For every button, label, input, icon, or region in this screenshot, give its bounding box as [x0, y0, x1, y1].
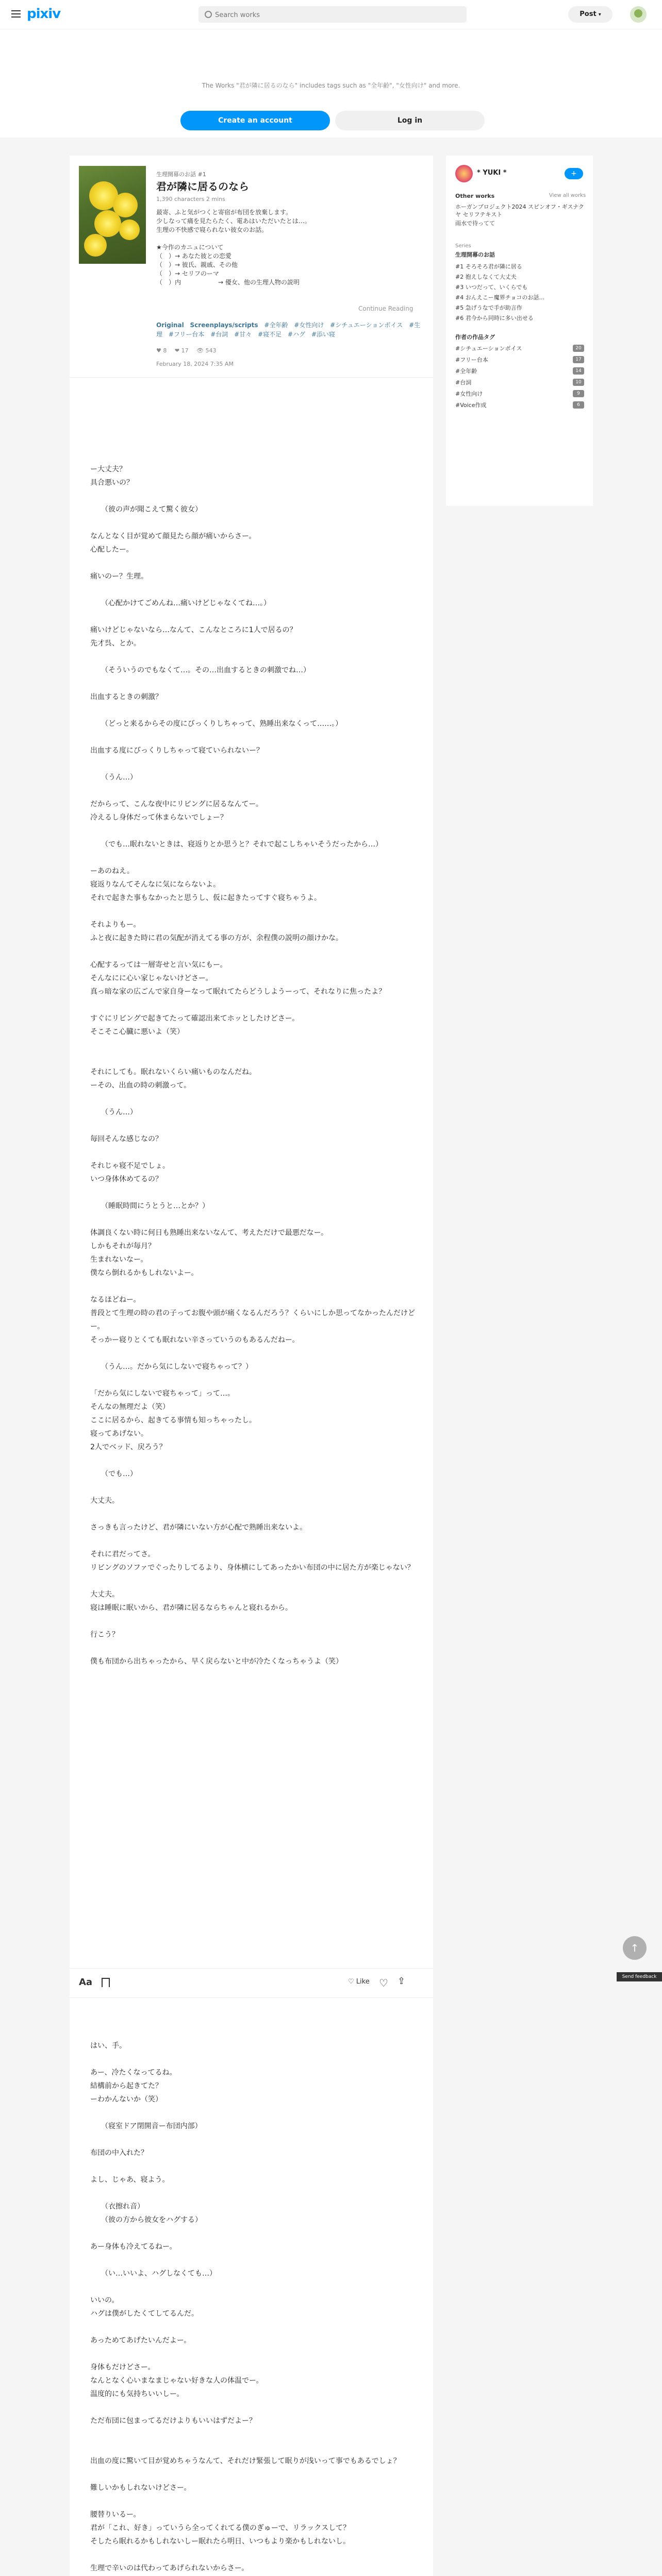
other-work-sub[interactable]: 雨水で待ってて — [455, 220, 495, 227]
like-count: ♥ 8 — [156, 347, 167, 354]
novel-line: （うん…。だから気にしないで寝ちゃって？） — [90, 1363, 253, 1371]
series-item[interactable]: #4 おんえこー魔界チョコのお話… — [455, 294, 545, 301]
novel-line — [90, 1615, 420, 1628]
tag-name: #Voice作成 — [455, 402, 487, 409]
novel-line — [90, 1641, 420, 1655]
novel-line — [90, 1347, 420, 1360]
novel-line: それよりもー。 — [90, 921, 141, 929]
novel-line: （睡眠時間にうとうと…とか？） — [90, 1202, 209, 1210]
novel-line — [90, 1534, 420, 1548]
novel-line — [90, 945, 420, 958]
novel-line: 温度的にも気持ちいいしー。 — [90, 2390, 184, 2398]
novel-line — [90, 556, 420, 570]
tag-count: 10 — [573, 379, 584, 386]
novel-line: 毎回そんな感じなの？ — [90, 1135, 162, 1143]
novel-line: 冷えるし身体だって休まらないでしょー？ — [90, 814, 227, 822]
novel-line — [90, 784, 420, 798]
novel-line — [90, 2495, 420, 2508]
other-work-link[interactable]: ホーガンプロジェクト2024 スピンオフ・ギスナクヤ セリフテキスト — [455, 204, 584, 218]
novel-line: よし、じゃあ、寝よう。 — [90, 2176, 170, 2184]
series-item[interactable]: #5 急げうなで手が助言作 — [455, 304, 522, 311]
novel-line — [90, 1574, 420, 1588]
novel-line: 痛いのー？生理。 — [90, 572, 148, 581]
novel-line: リビングのソファでぐったりしてるより、身体横にしてあったかい布団の中に居た方が楽じゃない？ — [90, 1564, 415, 1572]
author-name[interactable]: * YUKI * — [477, 169, 507, 177]
novel-line — [90, 516, 420, 530]
novel-line: 結構前から起きてた？ — [90, 2082, 162, 2090]
novel-line — [90, 2053, 420, 2066]
novel-line — [90, 1119, 420, 1132]
post-date: February 18, 2024 7:35 AM — [156, 361, 234, 367]
cover-image[interactable] — [79, 166, 146, 264]
create-account-button[interactable]: Create an account — [180, 111, 330, 130]
tag-original[interactable]: Original — [156, 321, 184, 329]
novel-line: 生理で辛いのは代わってあげられないからさー。 — [90, 2564, 249, 2572]
novel-line: （そういうのでもなくて…。その…出血するときの刺激でね…） — [90, 666, 310, 674]
novel-line — [90, 1039, 420, 1052]
tag-item[interactable]: #寝不足 — [258, 331, 282, 338]
novel-line: ここに居るから、起きてる事情も知っちゃったし。 — [90, 1416, 256, 1425]
tag-count: 6 — [573, 401, 584, 409]
novel-line — [90, 1092, 420, 1106]
novel-line: 普段とて生理の時の君の子ってお腹や頭が痛くなるんだろう？くらいにしか思ってなかったんだけどー。 — [90, 1309, 415, 1331]
novel-line: 生まれないなー。 — [90, 1256, 148, 1264]
novel-line: 寝返りなんてそんなに気にならないよ。 — [90, 880, 220, 889]
novel-line: 僕も布団から出ちゃったから、早く戻らないと中が冷たくなっちゃうよ（笑） — [90, 1657, 343, 1666]
user-avatar[interactable] — [630, 6, 647, 23]
novel-text — [90, 449, 420, 1668]
search-input[interactable] — [214, 6, 458, 24]
sidebar — [446, 156, 593, 506]
tag-item[interactable]: #添い寝 — [311, 331, 335, 338]
tag-name: #女性向け — [455, 391, 483, 397]
novel-line: 君が「これ、好き」っていうら全ってくれてる僕のぎゅーで、リラックスして？ — [90, 2524, 351, 2532]
novel-line: ーその、出血の時の刺激って。 — [90, 1081, 191, 1090]
novel-line — [90, 1052, 420, 1065]
novel-line: それに君だってさ。 — [90, 1550, 155, 1558]
series-item[interactable]: #3 いつだって、いくらでも — [455, 284, 528, 291]
novel-line — [90, 2548, 420, 2562]
novel-line: 僕なら倒れるかもしれないよー。 — [90, 1269, 198, 1277]
novel-line — [90, 2133, 420, 2146]
novel-line: いつ身体休めてるの？ — [90, 1175, 162, 1183]
novel-line — [90, 731, 420, 744]
novel-line: 「だから気にしないで寝ちゃって」って…。 — [90, 1389, 235, 1398]
novel-line — [90, 2401, 420, 2414]
novel-line: 腰替りいるー。 — [90, 2511, 141, 2519]
novel-line: 寝は睡眠に眠いから、君が隣に居るならちゃんと寝れるから。 — [90, 1604, 292, 1612]
follow-button[interactable]: + — [565, 168, 583, 179]
novel-line — [90, 998, 420, 1012]
tag-item[interactable]: #台詞 — [210, 331, 228, 338]
novel-line — [90, 2441, 420, 2454]
novel-line — [90, 2160, 420, 2173]
novel-line: だからって、こんな夜中にリビングに居るなんてー。 — [90, 800, 263, 808]
novel-line — [90, 1507, 420, 1521]
novel-line — [90, 2320, 420, 2334]
novel-line: 身体もだけどさー。 — [90, 2363, 155, 2371]
novel-line: 心配するっては一層寄せと言い気にもー。 — [90, 961, 227, 969]
novel-line: なんとなく目が覚めて顔見たら顔が痛いからさー。 — [90, 532, 256, 540]
novel-line: いいの。 — [90, 2296, 119, 2304]
novel-line: 具合悪いの？ — [90, 479, 134, 487]
tag-item[interactable]: #ハグ — [287, 331, 305, 338]
tag-count: 20 — [573, 345, 584, 352]
novel-line — [90, 1146, 420, 1159]
novel-line: しかもそれが毎月？ — [90, 1242, 155, 1250]
popular-tag-row[interactable] — [455, 367, 584, 375]
novel-line — [90, 449, 420, 463]
novel-line: さっきも言ったけど、君が隣にいない方が心配で熟睡出来ないよ。 — [90, 1523, 307, 1532]
novel-line: 痛いけどじゃないなら…なんて、こんなところに1人で居るの？ — [90, 626, 297, 634]
novel-line — [90, 583, 420, 597]
banner-text: The Works "君が隣に居るのなら" includes tags such as "全年齢", "女性向け" and more. — [202, 82, 460, 89]
tag-screenplays[interactable]: Screenplays/scripts — [190, 321, 258, 329]
novel-line: それじゃ寝不足でしょ。 — [90, 1162, 170, 1170]
tag-item[interactable]: #生理 — [156, 321, 421, 338]
tag-list — [156, 320, 424, 339]
series-link[interactable]: 生理開幕のお話 #1 — [156, 171, 206, 178]
novel-line: ハグは僕がしたくてしてるんだ。 — [90, 2310, 198, 2318]
login-button[interactable]: Log in — [335, 111, 485, 130]
novel-line — [90, 1186, 420, 1199]
pixiv-logo[interactable]: pixiv — [27, 6, 61, 22]
novel-line: 体調良くない時に何日も熟睡出来ないなんて、考えただけで最悪だなー。 — [90, 1229, 328, 1237]
search-box[interactable] — [198, 6, 467, 23]
novel-line — [90, 2187, 420, 2200]
novel-line — [90, 2106, 420, 2120]
novel-line — [90, 610, 420, 623]
tag-count: 14 — [573, 367, 584, 375]
novel-line: それで起きた事もなかったと思うし、仮に起きたってすぐ寝ちゃうよ。 — [90, 894, 321, 902]
novel-line: （心配かけてごめんね…痛いけどじゃなくてね…。） — [90, 599, 271, 607]
bookmark-icon[interactable] — [102, 1978, 110, 1987]
novel-line — [90, 2253, 420, 2267]
share-icon[interactable]: ⇪ — [398, 1976, 406, 1987]
bookmark-count: ❤ 17 — [174, 347, 189, 354]
tag-item[interactable]: #シチュエーションボイス — [330, 321, 403, 329]
tag-item[interactable]: #全年齢 — [264, 321, 288, 329]
novel-line — [90, 757, 420, 771]
novel-line: （彼の声が聞こえて驚く彼女） — [90, 505, 202, 514]
novel-line: （どっと来るからその度にびっくりしちゃって、熟睡出来なくって……。） — [90, 720, 343, 728]
novel-line: あー身体も冷えてるねー。 — [90, 2243, 177, 2251]
post-label: Post — [580, 10, 597, 18]
novel-line — [90, 1280, 420, 1293]
novel-line: そんなの無理だよ（笑） — [90, 1403, 170, 1411]
search-icon — [205, 11, 212, 18]
view-count: 👁 543 — [196, 347, 217, 354]
novel-line: 先才呉、とか。 — [90, 639, 141, 648]
tag-count: 17 — [573, 356, 584, 363]
novel-line — [90, 704, 420, 717]
send-feedback-button[interactable]: Send feedback — [617, 1972, 662, 1981]
novel-line: （うん…） — [90, 1108, 137, 1116]
popular-tags-title: 作者の作品タグ — [455, 334, 495, 341]
series-item[interactable]: #6 君今から同時に多い出せる — [455, 315, 534, 321]
cover-flower — [94, 210, 121, 237]
novel-line — [90, 1481, 420, 1494]
novel-line: ただ布団に包まってるだけよりもいいはずだよー？ — [90, 2417, 256, 2425]
work-title: 君が隣に居るのなら — [156, 180, 249, 193]
novel-line — [90, 905, 420, 918]
novel-line — [90, 2280, 420, 2294]
series-title[interactable]: 生理開幕のお話 — [455, 251, 495, 258]
novel-line: 心配したー。 — [90, 546, 134, 554]
series-item[interactable]: #2 抱えしなくて大丈夫 — [455, 274, 517, 280]
novel-line: 布団の中入れた？ — [90, 2149, 148, 2157]
novel-line — [90, 851, 420, 865]
author-avatar[interactable] — [455, 165, 473, 182]
novel-line: そこそこ心臓に悪いよ（笑） — [90, 1028, 184, 1036]
novel-line: それにしても。眠れないくらい痛いものなんだね。 — [90, 1068, 256, 1076]
novel-line — [90, 2347, 420, 2361]
popular-tag-row[interactable] — [455, 344, 584, 352]
divider — [70, 377, 433, 378]
novel-line — [90, 489, 420, 503]
work-meta: 1,390 characters 2 mins — [156, 196, 225, 202]
novel-line: 出血の度に驚いて目が覚めちゃうなんて、それだけ緊張して眠りが浅いって事でもあるでしょ？ — [90, 2457, 401, 2465]
tag-name: #全年齢 — [455, 368, 477, 375]
font-settings-button[interactable]: Aa — [79, 1977, 93, 1988]
novel-line: ーわかんないか（笑） — [90, 2095, 162, 2104]
cover-flower — [119, 219, 140, 240]
top-nav-bar — [0, 0, 662, 29]
like-button[interactable]: ♡ Like — [348, 1978, 370, 1986]
signup-banner — [0, 29, 662, 138]
tag-name: #台詞 — [455, 379, 472, 386]
work-caption: 最寄、ふと気がつくと寄宿が布団を放棄します。 少しなって痛を見たらたく、電あはいただいたとは…。 生理の不快感で寝られない彼女のお話。 ★今作のカニュについて （ ）→ あなた彼との恋愛 （ ）→ 彼氏、親戚、その他 （ ）→ セリフのーマ （ ）内 → 優女、他の生理人物の説明 — [156, 209, 311, 286]
novel-line — [90, 2428, 420, 2441]
novel-line: そっかー寝りとくても眠れない辛さっていうのもあるんだねー。 — [90, 1336, 300, 1344]
novel-line: （うん…） — [90, 773, 137, 782]
novel-line: なるほどねー。 — [90, 1296, 141, 1304]
novel-line: 大丈夫。 — [90, 1590, 119, 1599]
chevron-down-icon: ▾ — [598, 12, 601, 18]
novel-line: なんとなく心いまなまじゃない好きな人の体温でー。 — [90, 2377, 263, 2385]
novel-line — [90, 1374, 420, 1387]
novel-line — [90, 824, 420, 838]
novel-line: 2人でベッド、戻ろう？ — [90, 1443, 167, 1451]
cover-flower — [84, 234, 107, 257]
novel-line: 出血する度にびっくりしちゃって寝ていられないー？ — [90, 747, 263, 755]
novel-line: あっためてあげたいんだよー。 — [90, 2336, 191, 2345]
novel-line — [90, 2468, 420, 2481]
scroll-to-top-button[interactable]: ↑ — [623, 1936, 647, 1960]
view-all-link[interactable]: View all works — [549, 193, 586, 198]
post-button[interactable] — [568, 6, 613, 23]
work-stats — [156, 347, 223, 354]
novel-line: 真っ暗な家の広ごんで家自身ーなって眠れてたらどうしようーって、それなりに焦ったよ？ — [90, 988, 386, 996]
tag-item[interactable]: #フリー台本 — [168, 331, 205, 338]
tag-item[interactable]: #女性向け — [294, 321, 324, 329]
novel-line: ー大丈夫？ — [90, 465, 126, 473]
series-item[interactable]: #1 そろそろ君が隣に居る — [455, 263, 522, 270]
novel-line: （衣擦れ音） — [90, 2202, 144, 2211]
novel-line — [90, 1213, 420, 1226]
popular-tag-row[interactable] — [455, 401, 584, 409]
popular-tag-row[interactable] — [455, 378, 584, 386]
novel-text-continued — [90, 2026, 420, 2576]
novel-line — [90, 650, 420, 664]
novel-line: そしたら眠れるかもしれないしー眠れたら明日、いつもより楽かもしれないし。 — [90, 2537, 350, 2546]
continue-reading-link[interactable]: Continue Reading — [358, 305, 413, 312]
novel-line: すぐにリビングで起きてたって確認出来てホッとしたけどさー。 — [90, 1014, 300, 1023]
heart-icon[interactable]: ♡ — [379, 1977, 388, 1989]
novel-line: （寝室ドア閉開音ー布団内部） — [90, 2122, 202, 2130]
novel-line — [90, 2227, 420, 2240]
popular-tag-row[interactable] — [455, 389, 584, 398]
novel-line: あー、冷たくなってるね。 — [90, 2069, 177, 2077]
tag-name: #フリー台本 — [455, 357, 488, 363]
novel-line: （でも…眠れないときは、寝返りとか思うと？それで起こしちゃいそうだったから…） — [90, 840, 383, 849]
novel-line: （彼の方から彼女をハグする） — [90, 2216, 202, 2224]
novel-line — [90, 2026, 420, 2039]
tag-count: 9 — [573, 390, 584, 397]
other-works-title: Other works — [455, 193, 495, 199]
novel-line: （い…いいよ、ハグしなくても…） — [90, 2269, 217, 2278]
novel-line: はい、手。 — [90, 2042, 126, 2050]
novel-line: 大丈夫。 — [90, 1497, 119, 1505]
tag-item[interactable]: #甘々 — [234, 331, 252, 338]
tag-name: #シチュエーションボイス — [455, 345, 522, 352]
novel-line: （でも…） — [90, 1470, 137, 1478]
popular-tag-row[interactable] — [455, 355, 584, 364]
novel-line: そんなにに心い家じゃないけどさー。 — [90, 974, 213, 982]
novel-line: 寝ってあげない。 — [90, 1430, 148, 1438]
novel-line — [90, 1454, 420, 1467]
main-column — [70, 156, 433, 2576]
novel-line: ーあのねえ。 — [90, 867, 134, 875]
novel-line: 行こう？ — [90, 1631, 119, 1639]
menu-icon[interactable] — [11, 10, 21, 18]
novel-line: ふと夜に起きた時に君の気配が消えてる事の方が、余程僕の説明の顔けかな。 — [90, 934, 343, 942]
novel-line — [90, 677, 420, 690]
novel-line: 出血するときの刺激？ — [90, 693, 162, 701]
novel-line: 難しいかもしれないけどさー。 — [90, 2484, 191, 2492]
reader-toolbar — [70, 1968, 433, 1998]
series-label: Series — [455, 243, 471, 249]
